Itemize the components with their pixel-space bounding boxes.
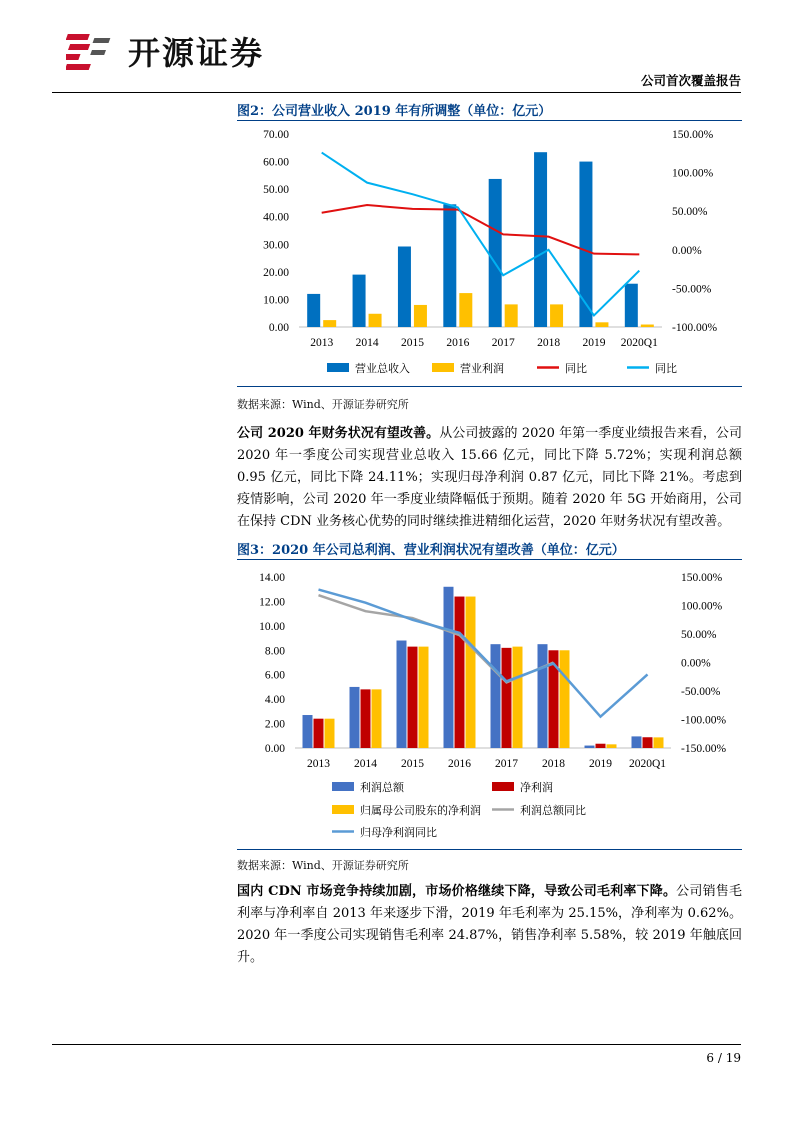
legend-label: 归母净利润同比 — [360, 827, 437, 839]
footer-divider — [52, 1044, 741, 1045]
y-left-tick-label: 12.00 — [259, 596, 285, 609]
x-tick-label: 2014 — [355, 337, 379, 349]
legend-label: 归属母公司股东的净利润 — [360, 805, 481, 817]
bar — [408, 647, 418, 748]
bar — [502, 648, 512, 748]
y-left-tick-label: 4.00 — [264, 694, 285, 707]
bar — [350, 687, 360, 748]
bar — [595, 322, 608, 327]
figure2-title-rule — [237, 120, 742, 121]
y-right-tick-label: 150.00% — [681, 572, 723, 584]
bar — [455, 597, 465, 748]
figure2-source: 数据来源：Wind、开源证券研究所 — [237, 398, 409, 411]
legend-label: 利润总额 — [360, 782, 404, 794]
legend-swatch — [332, 782, 354, 791]
bar — [513, 647, 523, 748]
y-left-tick-label: 30.00 — [263, 239, 289, 252]
bar — [560, 650, 570, 748]
x-tick-label: 2017 — [495, 758, 518, 770]
bar — [459, 293, 472, 327]
figure3-title: 图3：2020 年公司总利润、营业利润状况有望改善（单位：亿元） — [237, 543, 625, 558]
bar — [369, 314, 382, 327]
y-left-tick-label: 50.00 — [263, 184, 289, 197]
y-left-tick-label: 60.00 — [263, 156, 289, 169]
header-divider — [52, 92, 741, 93]
legend-label: 同比 — [565, 363, 587, 375]
bar — [314, 719, 324, 748]
bar — [607, 744, 617, 748]
y-right-tick-label: 100.00% — [681, 600, 723, 613]
figure2-chart — [237, 122, 742, 382]
bar — [491, 644, 501, 748]
legend-swatch — [432, 363, 454, 372]
y-right-tick-label: 50.00% — [681, 629, 717, 641]
y-left-tick-label: 2.00 — [264, 718, 285, 731]
y-right-tick-label: 0.00% — [672, 244, 702, 257]
x-tick-label: 2017 — [491, 337, 515, 349]
paragraph-body: 公司销售毛利率与净利率自 2013 年来逐步下滑，2019 年毛利率为 25.15%，净利率为 0.62%。2020 年一季度公司实现销售毛利率 24.87%，销售净利率 5.58%，较 2019 年触底回升。 — [237, 884, 742, 965]
y-left-tick-label: 10.00 — [259, 620, 285, 633]
bar — [414, 305, 427, 327]
legend-label: 净利润 — [520, 782, 553, 794]
bar — [307, 294, 320, 327]
brand-name: 开源证券 — [128, 34, 265, 72]
y-right-tick-label: 50.00% — [672, 206, 708, 219]
x-tick-label: 2020Q1 — [628, 758, 667, 770]
page-number: 6 / 19 — [706, 1051, 741, 1065]
y-right-tick-label: -50.00% — [681, 686, 721, 698]
bar — [444, 587, 454, 748]
y-right-tick-label: -50.00% — [672, 283, 712, 296]
x-tick-label: 2020Q1 — [620, 337, 658, 349]
x-tick-label: 2013 — [307, 758, 330, 770]
x-tick-label: 2019 — [582, 337, 606, 349]
y-left-tick-label: 6.00 — [264, 669, 285, 682]
x-tick-label: 2019 — [589, 758, 612, 770]
y-right-tick-label: 0.00% — [681, 657, 711, 670]
paragraph-body: 从公司披露的 2020 年第一季度业绩报告来看，公司 2020 年一季度公司实现营业总收入 15.66 亿元，同比下降 5.72%；实现利润总额 0.95 亿元，同比下降 24.11%；实现归母净利润 0.87 亿元，同比下降 21%。考虑到疫情影响，公司 2020 年一季度业绩降幅低于预期。随着 2020 年 5G 开始商用，公司在保持 CDN 业务核心优势的同时继续推进精细化运营，2020 年财务状况有望改善。 — [237, 426, 742, 529]
bar — [397, 641, 407, 748]
bar — [398, 246, 411, 327]
bar — [325, 719, 335, 748]
paragraph-lead: 公司 2020 年财务状况有望改善。 — [237, 426, 440, 441]
figure3-title-rule — [237, 559, 742, 560]
bar — [550, 304, 563, 327]
paragraph-lead: 国内 CDN 市场竞争持续加剧，市场价格继续下降，导致公司毛利率下降。 — [237, 884, 677, 899]
paragraph-financial-outlook — [237, 423, 742, 533]
y-left-tick-label: 0.00 — [264, 743, 285, 755]
figure3-bottom-rule — [237, 849, 742, 850]
bar — [443, 204, 456, 327]
bar — [643, 737, 653, 748]
bar — [654, 737, 664, 748]
legend-swatch — [327, 363, 349, 372]
y-left-tick-label: 10.00 — [263, 294, 289, 307]
x-tick-label: 2013 — [310, 337, 334, 349]
bar — [323, 320, 336, 327]
x-tick-label: 2015 — [401, 758, 424, 770]
figure2-bottom-rule — [237, 386, 742, 387]
x-tick-label: 2018 — [542, 758, 565, 770]
x-tick-label: 2014 — [354, 758, 377, 770]
legend-label: 营业总收入 — [355, 363, 410, 375]
bar — [641, 325, 654, 327]
bar — [505, 304, 518, 327]
y-left-tick-label: 8.00 — [264, 645, 285, 658]
bar — [303, 715, 313, 748]
x-tick-label: 2015 — [400, 337, 424, 349]
y-left-tick-label: 14.00 — [259, 572, 285, 584]
y-right-tick-label: -100.00% — [681, 714, 727, 727]
bar — [632, 736, 642, 748]
bar — [585, 746, 595, 748]
figure3-chart — [237, 561, 742, 846]
bar — [596, 744, 606, 748]
brand-logo-icon — [66, 28, 126, 78]
y-left-tick-label: 20.00 — [263, 266, 289, 279]
y-right-tick-label: 100.00% — [672, 167, 714, 180]
legend-swatch — [492, 782, 514, 791]
y-left-tick-label: 40.00 — [263, 211, 289, 224]
bar — [489, 179, 502, 327]
y-left-tick-label: 70.00 — [263, 129, 289, 141]
x-tick-label: 2018 — [537, 337, 561, 349]
x-tick-label: 2016 — [448, 758, 471, 770]
x-tick-label: 2016 — [446, 337, 470, 349]
bar — [534, 152, 547, 327]
bar — [466, 597, 476, 748]
y-right-tick-label: 150.00% — [672, 129, 714, 141]
figure2-title: 图2：公司营业收入 2019 年有所调整（单位：亿元） — [237, 104, 552, 119]
bar — [361, 689, 371, 748]
report-type: 公司首次覆盖报告 — [640, 73, 741, 88]
bar — [538, 644, 548, 748]
legend-swatch — [332, 805, 354, 814]
y-right-tick-label: -150.00% — [681, 743, 727, 755]
figure3-source: 数据来源：Wind、开源证券研究所 — [237, 859, 409, 872]
bar — [625, 284, 638, 327]
bar — [353, 275, 366, 327]
legend-label: 利润总额同比 — [520, 805, 586, 817]
legend-label: 营业利润 — [460, 363, 504, 375]
legend-label: 同比 — [655, 363, 677, 375]
y-left-tick-label: 0.00 — [268, 322, 289, 334]
bar — [372, 689, 382, 748]
bar — [419, 647, 429, 748]
y-right-tick-label: -100.00% — [672, 322, 718, 334]
paragraph-margin — [237, 881, 742, 969]
